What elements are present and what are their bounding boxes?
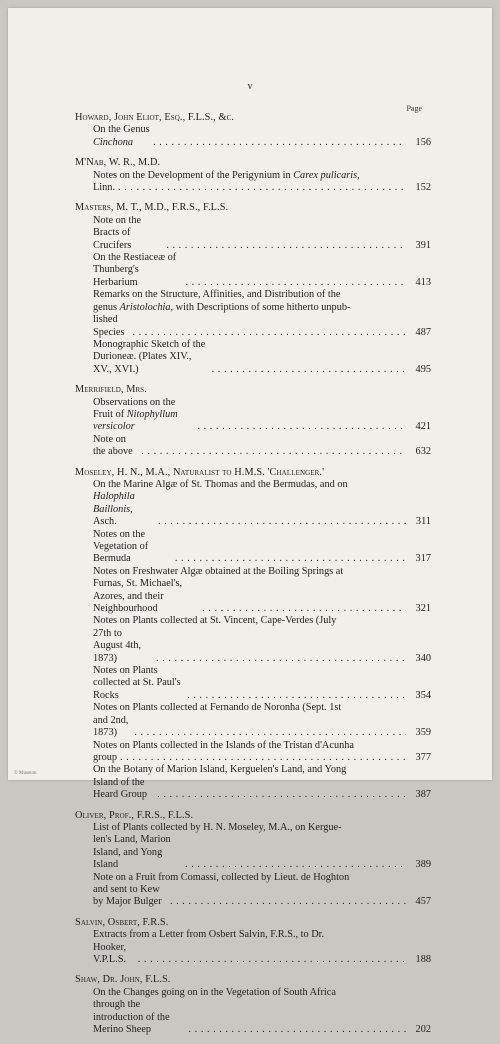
- book-page: [8, 8, 492, 1036]
- index-entry: [75, 917, 431, 967]
- paper-title: group: [93, 751, 118, 763]
- leader-dots: [170, 896, 406, 908]
- paper-title-line: [93, 822, 431, 834]
- leader-dots: [134, 727, 406, 739]
- paper-entry: [93, 529, 431, 566]
- paper-title-line: [93, 479, 431, 491]
- paper-title: and sent to Kew by Major Bulger: [93, 883, 162, 908]
- paper-title: 27th to August 4th, 1873): [93, 627, 142, 664]
- title-text: Note on a Fruit from Comassi, collected by Lieut. de Hoghton: [93, 871, 350, 883]
- paper-title: [93, 702, 341, 713]
- paper-title-line: [93, 872, 431, 884]
- page-ref: 495: [415, 363, 431, 375]
- paper-title: [93, 529, 172, 566]
- index-entry: [75, 112, 431, 149]
- title-text: List of Plants collected by H. N. Moseley, M.A., on Kergue-: [93, 821, 342, 833]
- page-number: v: [247, 81, 253, 92]
- paper-title-line: [93, 740, 431, 752]
- page-ref: 354: [415, 689, 431, 701]
- author-name: Howard, John Eliot, Esq., F.L.S., &c.: [75, 112, 235, 123]
- paper-entry: [93, 764, 431, 801]
- page-ref: 321: [415, 603, 431, 615]
- paper-title: lished Species: [93, 314, 125, 338]
- title-text: On the Marine Algæ of St. Thomas and the Bermudas, and on: [93, 478, 348, 490]
- leader-dots: [118, 182, 406, 194]
- title-text: Note on the Bracts of Crucifers: [93, 214, 142, 251]
- title-text: Monographic Sketch of the Durioneæ. (Plates XIV., XV., XVI.): [93, 338, 206, 375]
- title-text: Notes on Freshwater Algæ obtained at the Boiling Springs at: [93, 565, 344, 577]
- paper-title-line: [93, 752, 431, 764]
- paper-entry: [93, 252, 431, 289]
- paper-entry: [93, 665, 431, 702]
- paper-title: [93, 929, 324, 940]
- paper-title: [93, 764, 346, 775]
- paper-title-line: [93, 929, 431, 941]
- page-ref: 359: [415, 727, 431, 739]
- leader-dots: [157, 789, 406, 801]
- paper-title-line: [93, 764, 431, 776]
- title-italic: Nitophyllum versicolor: [93, 408, 178, 433]
- page-ref: 317: [415, 553, 431, 565]
- leader-dots: [158, 516, 406, 528]
- paper-entry: [93, 479, 431, 529]
- paper-title-line: [93, 702, 431, 714]
- leader-dots: [212, 364, 406, 376]
- page-column-header: Page: [406, 104, 422, 113]
- leader-dots: [186, 277, 406, 289]
- title-text: with Descriptions of some hitherto unpub-: [173, 301, 351, 313]
- paper-title: Furnas, St. Michael's, Azores, and their Neighbourhood: [93, 578, 183, 615]
- page-ref: 188: [415, 954, 431, 965]
- leader-dots: [132, 327, 406, 339]
- paper-title-line: [93, 615, 431, 627]
- paper-title-line: [93, 170, 431, 182]
- paper-title: [93, 822, 342, 833]
- page-ref: 413: [415, 276, 431, 288]
- paper-entry: [93, 615, 431, 665]
- paper-title: through the introduction of the Merino Sheep: [93, 999, 170, 1036]
- page-ref: 389: [415, 859, 431, 871]
- paper-entry: [93, 702, 431, 739]
- paper-entry: [93, 124, 431, 149]
- page-ref: 632: [415, 446, 431, 458]
- title-text: On the Restiaceæ of Thunberg's Herbarium: [93, 252, 177, 288]
- author-name: Shaw, Dr. John, F.L.S.: [75, 974, 171, 986]
- leader-dots: [175, 553, 406, 565]
- paper-title: [93, 740, 354, 751]
- page-ref: 340: [415, 652, 431, 664]
- paper-title: [93, 170, 360, 181]
- paper-title-line: [93, 942, 431, 967]
- page-ref: 457: [415, 896, 431, 908]
- paper-title: [93, 124, 150, 149]
- title-text: Notes on the Vegetation of Bermuda: [93, 528, 149, 565]
- title-text: genus: [93, 301, 120, 313]
- paper-title-line: [93, 628, 431, 665]
- paper-title-line: [93, 999, 431, 1036]
- paper-title-line: [93, 182, 431, 194]
- paper-entry: [93, 929, 431, 966]
- title-text: On the Genus: [93, 124, 150, 136]
- paper-title-line: [93, 252, 431, 289]
- paper-title: len's Land, Marion Island, and Yong Island: [93, 834, 171, 871]
- author-name: Masters, M. T., M.D., F.R.S., F.L.S.: [75, 202, 229, 214]
- index-entry: [75, 157, 431, 194]
- paper-entry: [93, 872, 431, 909]
- leader-dots: [138, 954, 406, 966]
- paper-title-line: [93, 987, 431, 999]
- title-text: Notes on the Development of the Perigynium in: [93, 169, 294, 181]
- page-ref: 202: [415, 1024, 431, 1036]
- paper-entry: [93, 822, 431, 872]
- paper-title-line: [93, 289, 431, 301]
- paper-entry: [93, 397, 431, 434]
- title-text: Notes on Plants collected at Fernando de Noronha (Sept. 1st: [93, 702, 342, 714]
- paper-title-line: [93, 566, 431, 578]
- index-entry: [75, 202, 431, 376]
- title-text: Notes on Plants collected at St. Paul's Rocks: [93, 665, 181, 701]
- author-name: Oliver, Prof., F.R.S., F.L.S.: [75, 809, 194, 821]
- leader-dots: [185, 859, 406, 871]
- leader-dots: [153, 137, 406, 149]
- paper-title-line: [93, 314, 431, 339]
- leader-dots: [141, 446, 406, 458]
- title-italic: Carex pulicaris,: [293, 169, 360, 181]
- title-italic: Aristolochia,: [119, 301, 174, 313]
- title-italic: Cinchona: [93, 136, 134, 148]
- index-entry: [75, 974, 431, 1036]
- paper-title: [93, 479, 348, 490]
- paper-entry: [93, 170, 431, 195]
- paper-title: [93, 434, 138, 459]
- title-text: Notes on Plants collected at St. Vincent, Cape-Verdes (July: [93, 615, 337, 627]
- paper-title-line: [93, 578, 431, 615]
- page-ref: 387: [415, 789, 431, 801]
- page-ref: 311: [415, 516, 431, 528]
- paper-title: [93, 302, 350, 313]
- leader-dots: [166, 240, 406, 252]
- page-ref: 152: [415, 182, 431, 194]
- author-name: M'Nab, W. R., M.D.: [75, 157, 161, 169]
- paper-title-line: [93, 834, 431, 871]
- leader-dots: [120, 752, 406, 764]
- index-entry: [75, 384, 431, 458]
- paper-title-line: [93, 665, 431, 702]
- paper-title: Linn.: [93, 182, 116, 194]
- page-ref: 421: [415, 421, 431, 433]
- title-text: On the Changes going on in the Vegetation of South Africa: [93, 986, 336, 998]
- page-ref: 487: [415, 326, 431, 338]
- paper-title: [93, 665, 184, 702]
- page-ref: 391: [415, 239, 431, 251]
- leader-dots: [187, 690, 406, 702]
- paper-title-line: [93, 215, 431, 252]
- paper-title-line: [93, 302, 431, 314]
- title-text: Asch.: [93, 516, 117, 528]
- paper-entry: [93, 215, 431, 252]
- paper-title: [93, 987, 336, 998]
- paper-title: and 2nd, 1873): [93, 714, 129, 739]
- paper-title-line: [93, 715, 431, 740]
- page-ref: 156: [415, 136, 431, 148]
- paper-title: [93, 289, 340, 300]
- leader-dots: [189, 1024, 406, 1036]
- paper-title-line: [93, 529, 431, 566]
- index-content: [75, 112, 431, 1044]
- paper-title: Hooker, V.P.L.S.: [93, 941, 127, 965]
- title-text: On the Botany of Marion Island, Kerguelen's Land, and Yong: [93, 764, 347, 776]
- title-italic: Halophila Baillonis,: [93, 491, 135, 515]
- paper-title: [93, 215, 163, 252]
- title-text: Extracts from a Letter from Osbert Salvin, F.R.S., to Dr.: [93, 929, 325, 941]
- paper-title: [93, 252, 183, 289]
- footer-mark: © Museum: [14, 771, 37, 776]
- paper-title-line: [93, 491, 431, 528]
- title-text: Remarks on the Structure, Affinities, and Distribution of the: [93, 289, 341, 301]
- paper-entry: [93, 339, 431, 376]
- paper-title: [93, 339, 209, 376]
- paper-title: [93, 566, 343, 577]
- index-entry: [75, 810, 431, 909]
- paper-entry: [93, 740, 431, 765]
- leader-dots: [202, 603, 406, 615]
- paper-title-line: [93, 884, 431, 909]
- leader-dots: [156, 653, 406, 665]
- paper-title-line: [93, 777, 431, 802]
- leader-dots: [197, 421, 406, 433]
- paper-title: Island of the Heard Group: [93, 776, 148, 801]
- index-entry: [75, 467, 431, 802]
- paper-title: [93, 872, 349, 883]
- paper-title: [93, 491, 155, 528]
- paper-title-line: [93, 339, 431, 376]
- page-ref: 377: [415, 751, 431, 763]
- author-name: Merrifield, Mrs.: [75, 384, 147, 396]
- paper-entry: [93, 566, 431, 616]
- paper-title: [93, 397, 194, 434]
- paper-entry: [93, 289, 431, 339]
- paper-title-line: [93, 397, 431, 434]
- paper-entry: [93, 434, 431, 459]
- paper-title: [93, 615, 336, 626]
- author-name: Salvin, Osbert, F.R.S.: [75, 916, 169, 928]
- title-text: Note on the above: [93, 433, 133, 458]
- paper-entry: [93, 987, 431, 1037]
- title-text: Notes on Plants collected in the Islands of the Tristan d'Acunha: [93, 739, 354, 751]
- paper-title-line: [93, 124, 431, 149]
- title-text: Observations on the Fruit of: [93, 396, 176, 420]
- paper-title-line: [93, 434, 431, 459]
- author-name: Moseley, H. N., M.A., Naturalist to H.M.S. 'Challenger.': [75, 466, 325, 478]
